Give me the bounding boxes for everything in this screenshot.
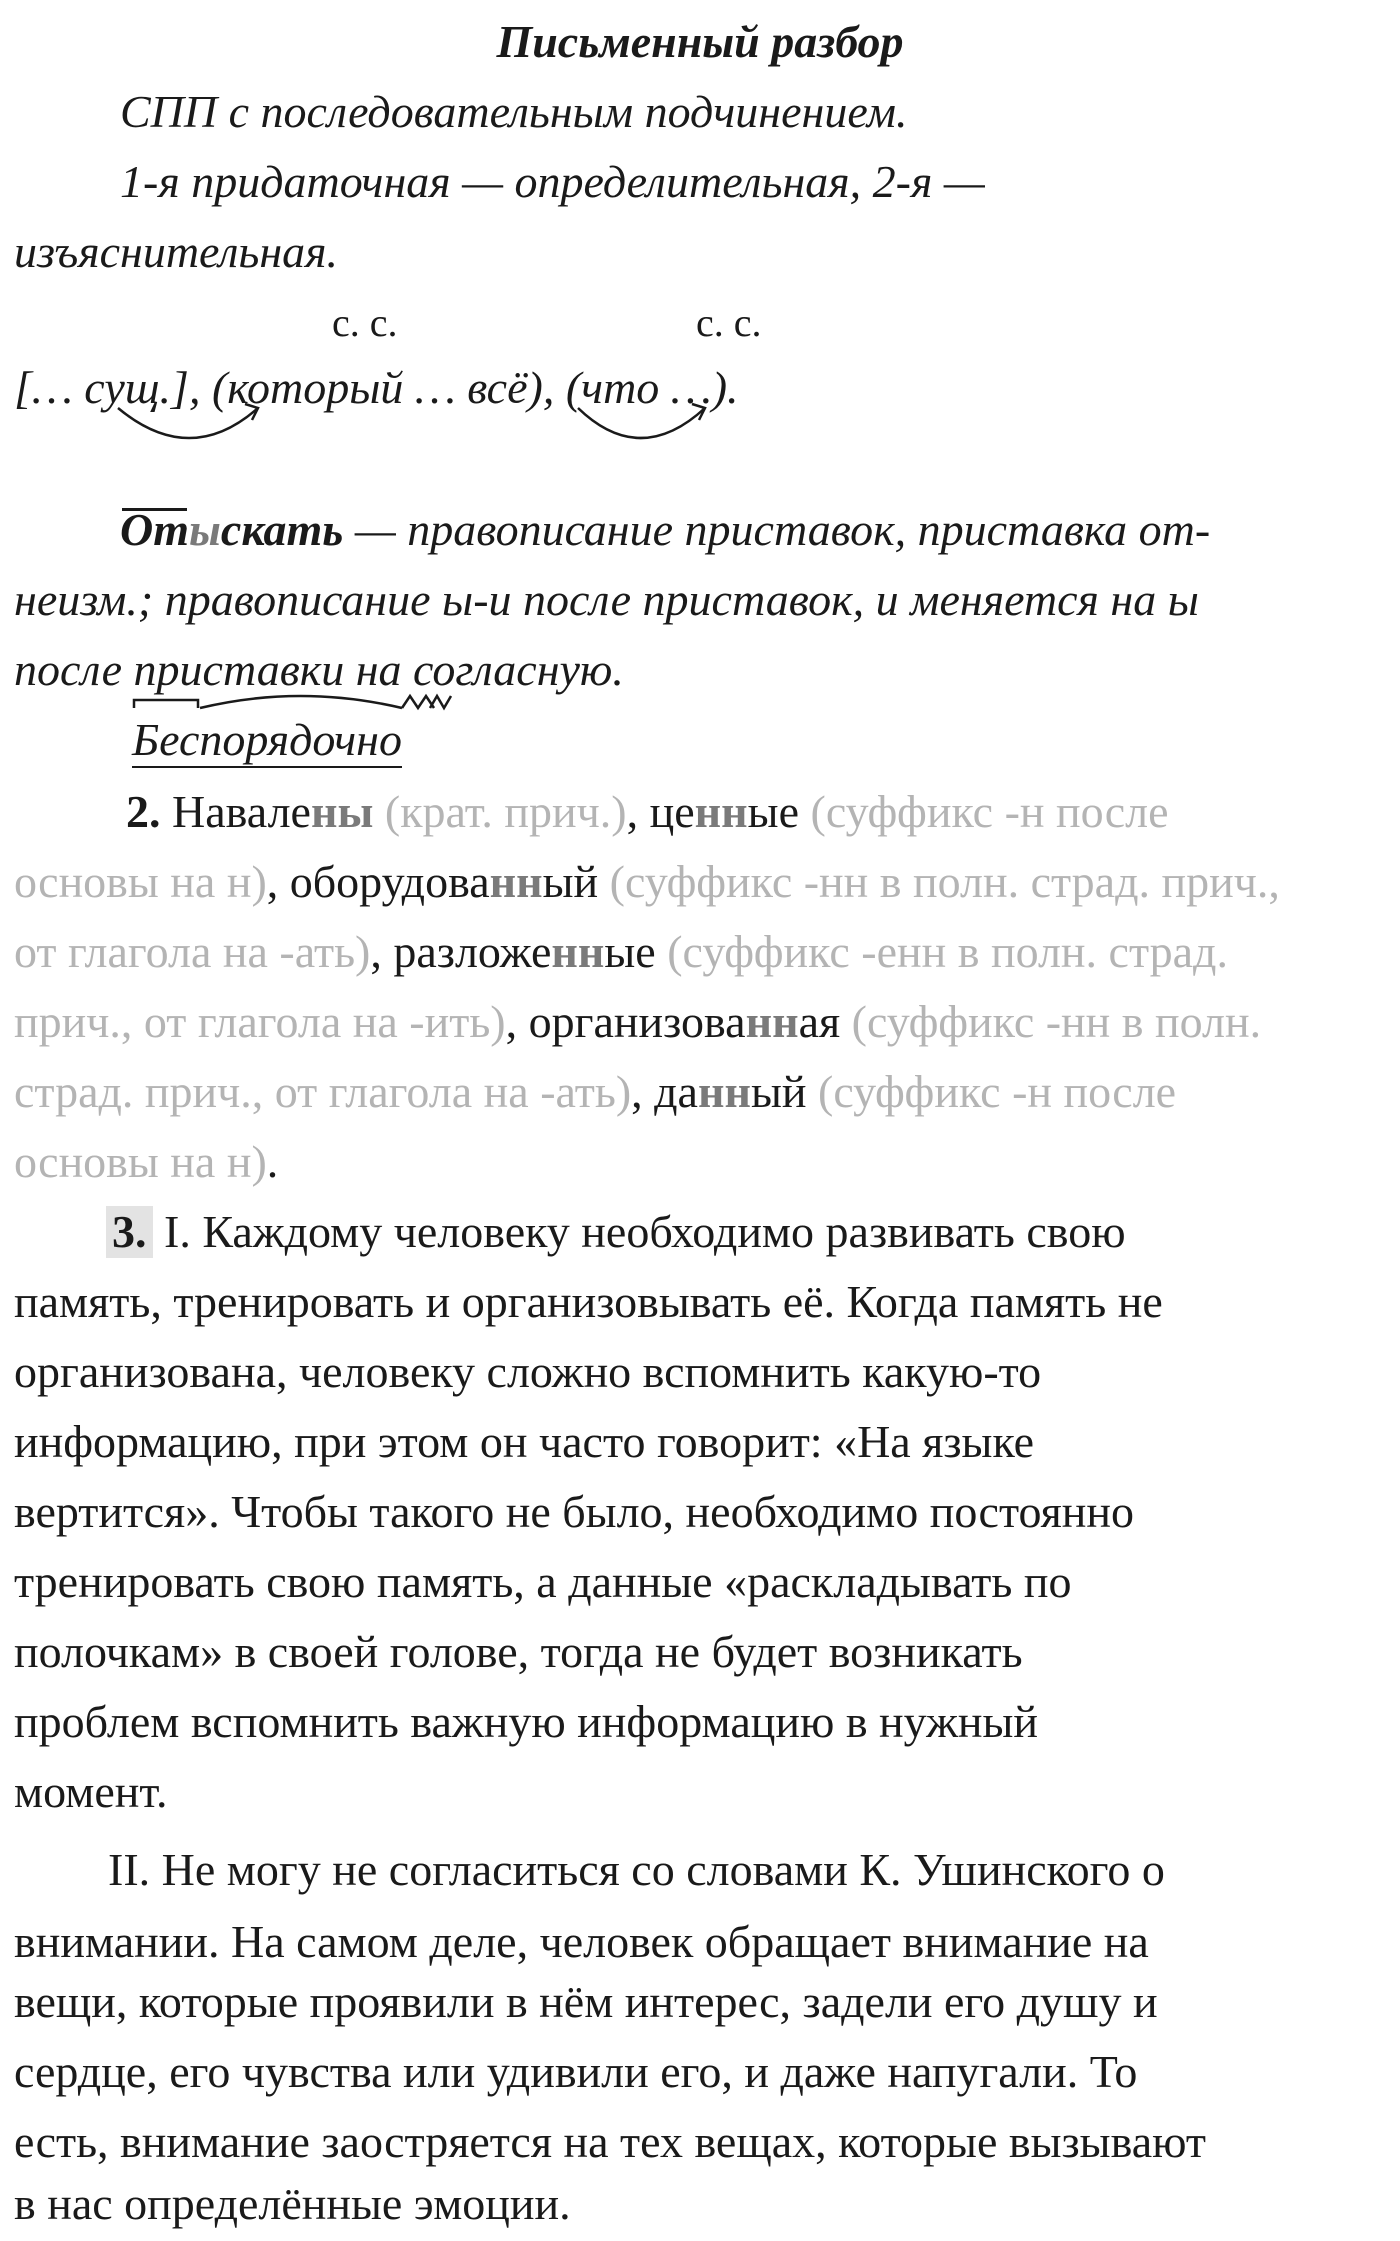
task3-p1-line2: память, тренировать и организовывать её. Когда память не bbox=[14, 1276, 1163, 1327]
subordinating-conjunction-label-2: с. с. bbox=[696, 300, 762, 345]
word-2-b: нн bbox=[694, 786, 748, 837]
task3-p2-line4: сердце, его чувства или удивили его, и даже напугали. То bbox=[14, 2046, 1138, 2097]
comment-1: (крат. прич.) bbox=[384, 786, 627, 837]
spelling-explanation-line2: неизм.; правописание ы-и после приставок, и меняется на ы bbox=[14, 574, 1199, 625]
word-6-a: да bbox=[654, 1066, 698, 1117]
task3-p1-line9: момент. bbox=[14, 1766, 168, 1817]
task3-p1-line1 bbox=[106, 1202, 1126, 1262]
word-5-b: нн bbox=[745, 996, 799, 1047]
sentence-scheme: [… сущ.], (который … всё), (что …). bbox=[14, 362, 739, 413]
task3-p1-line7: полочкам» в своей голове, тогда не будет возникать bbox=[14, 1626, 1023, 1677]
word-4-b: нн bbox=[551, 926, 605, 977]
comment-4b: прич., от глагола на -ить) bbox=[14, 996, 506, 1047]
word-1-b: ны bbox=[310, 786, 374, 837]
clause-types-line2: изъяснительная. bbox=[14, 226, 339, 277]
word-rest: скать bbox=[220, 504, 344, 555]
task3-p2-line5: есть, внимание заостряется на тех вещах, которые вызывают bbox=[14, 2116, 1206, 2167]
task3-p2-line3: вещи, которые проявили в нём интерес, задели его душу и bbox=[14, 1976, 1158, 2027]
task2-line1: 2. Навалены (крат. прич.), ценные (суффикс -н после bbox=[126, 786, 1169, 837]
section-title: Письменный разбор bbox=[496, 16, 904, 67]
spelling-explanation-line1 bbox=[120, 500, 1210, 560]
task3-number: 3. bbox=[106, 1206, 153, 1258]
word-3-b: нн bbox=[489, 856, 543, 907]
task3-p1-line4: информацию, при этом он часто говорит: «На языке bbox=[14, 1416, 1035, 1467]
word-3-c: ый bbox=[542, 856, 599, 907]
task3-p1-line8: проблем вспомнить важную информацию в нужный bbox=[14, 1696, 1038, 1747]
morph-prefix-mark bbox=[134, 700, 198, 708]
task2-line5: страд. прич., от глагола на -ать), данный (суффикс -н после bbox=[14, 1066, 1177, 1117]
comment-3a: (суффикс -нн в полн. страд. прич., bbox=[609, 856, 1280, 907]
task3-p2-line1: II. Не могу не согласиться со словами К. Ушинского о bbox=[108, 1844, 1165, 1895]
scheme-arrow-2 bbox=[578, 408, 705, 438]
explanation-text: — правописание приставок, приставка от- bbox=[343, 504, 1211, 555]
scheme-arrow-1 bbox=[118, 408, 258, 438]
comment-2b: основы на н) bbox=[14, 856, 267, 907]
sentence-type: СПП с последовательным подчинением. bbox=[120, 86, 908, 137]
word-5-c: ая bbox=[798, 996, 841, 1047]
morph-word: Беспорядочно bbox=[132, 714, 402, 768]
word-4-a: разложе bbox=[393, 926, 552, 977]
word-5-a: организова bbox=[528, 996, 746, 1047]
task2-line3: от глагола на -ать), разложенные (суффикс -енн в полн. страд. bbox=[14, 926, 1228, 977]
word-6-b: нн bbox=[697, 1066, 751, 1117]
word-6-c: ый bbox=[750, 1066, 807, 1117]
word-2-a: це bbox=[649, 786, 695, 837]
task2-number: 2. bbox=[126, 786, 161, 837]
subordinating-conjunction-label-1: с. с. bbox=[332, 300, 398, 345]
comment-6b: основы на н) bbox=[14, 1136, 267, 1187]
task2-line4: прич., от глагола на -ить), организованная (суффикс -нн в полн. bbox=[14, 996, 1262, 1047]
task2-line6: основы на н). bbox=[14, 1136, 279, 1187]
morph-word-line bbox=[132, 710, 402, 770]
task3-p2-line2: внимании. На самом деле, человек обращает внимание на bbox=[14, 1916, 1149, 1967]
task2-line2: основы на н), оборудованный (суффикс -нн в полн. страд. прич., bbox=[14, 856, 1280, 907]
word-4-c: ые bbox=[604, 926, 656, 977]
comment-3b: от глагола на -ать) bbox=[14, 926, 371, 977]
comment-2a: (суффикс -н после bbox=[810, 786, 1169, 837]
spelling-explanation-line3: после приставки на согласную. bbox=[14, 644, 624, 695]
word-prefix: От bbox=[120, 500, 189, 560]
comment-5a: (суффикс -нн в полн. bbox=[851, 996, 1262, 1047]
word-2-c: ые bbox=[747, 786, 799, 837]
comment-4a: (суффикс -енн в полн. страд. bbox=[667, 926, 1228, 977]
task3-p1-line6: тренировать свою память, а данные «раскладывать по bbox=[14, 1556, 1072, 1607]
comment-6a: (суффикс -н после bbox=[818, 1066, 1177, 1117]
word-1-a: Навале bbox=[172, 786, 311, 837]
task3-p1-line5: вертится». Чтобы такого не было, необходимо постоянно bbox=[14, 1486, 1134, 1537]
clause-types-line1: 1-я придаточная — определительная, 2-я — bbox=[120, 156, 985, 207]
word-3-a: оборудова bbox=[289, 856, 490, 907]
task3-text: I. Каждому человеку необходимо развивать свою bbox=[164, 1206, 1126, 1257]
comment-5b: страд. прич., от глагола на -ать) bbox=[14, 1066, 632, 1117]
task3-p2-line6: в нас определённые эмоции. bbox=[14, 2178, 571, 2229]
task3-p1-line3: организована, человеку сложно вспомнить какую-то bbox=[14, 1346, 1042, 1397]
word-vowel: ы bbox=[189, 504, 221, 555]
